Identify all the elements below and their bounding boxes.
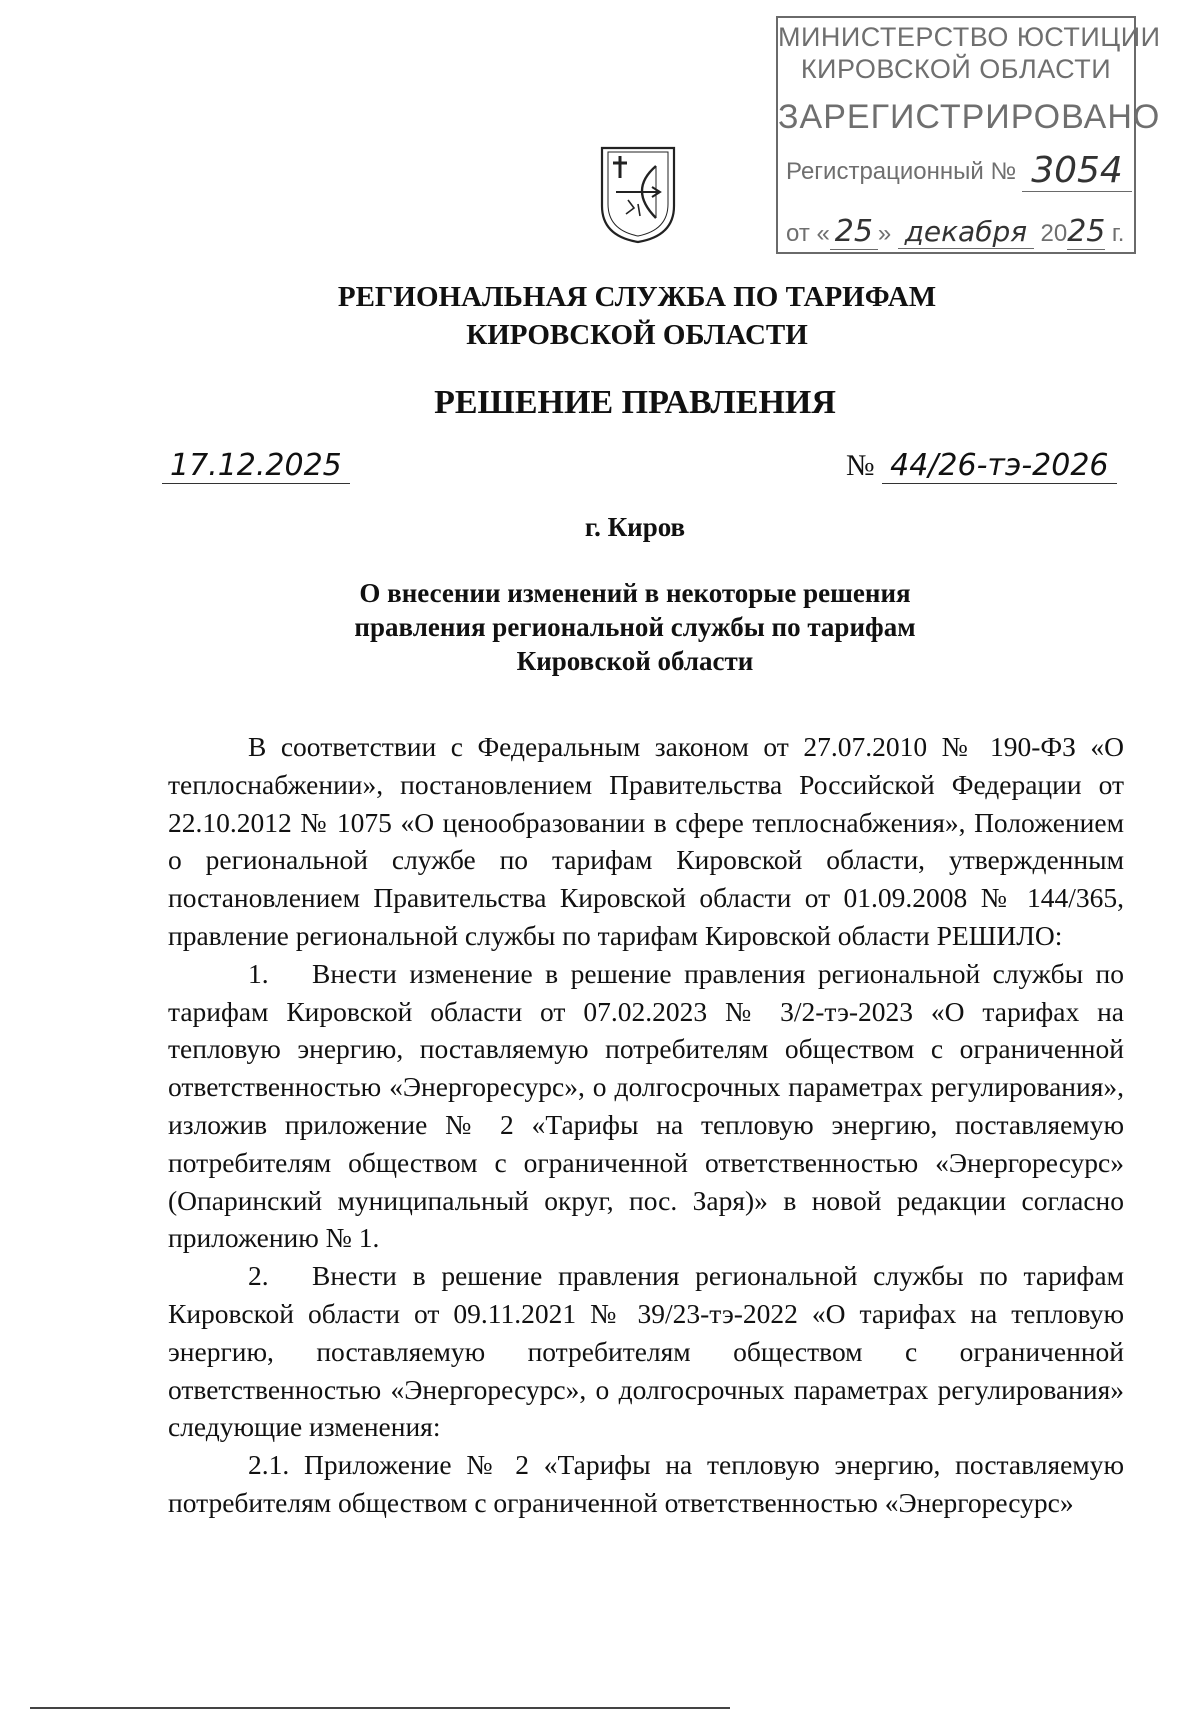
stamp-date-line: от « 25 » декабря 2025 г.	[786, 214, 1125, 249]
item-2-1: 2.1. Приложение № 2 «Тарифы на тепловую энергию, поставляемую потребителям обществом с ограниченной ответственностью «Энергоресурс»	[168, 1449, 1124, 1518]
stamp-reg-number: 3054	[1022, 150, 1132, 192]
authority-line-2: КИРОВСКОЙ ОБЛАСТИ	[466, 319, 808, 351]
stamp-status: ЗАРЕГИСТРИРОВАНО	[778, 98, 1161, 136]
item-2	[168, 1257, 1124, 1446]
item-1	[168, 955, 1124, 1257]
coat-of-arms-icon	[598, 144, 678, 244]
stamp-from-label: от	[786, 220, 810, 247]
page-bottom-rule	[30, 1707, 730, 1709]
title-line-2: правления региональной службы по тарифам	[354, 612, 916, 642]
item-1-text: Внести изменение в решение правления региональной службы по тарифам Кировской области от 07.02.2023 № 3/2-тэ-2023 «О тарифах на тепловую энергию, поставляемую потребителям обществом с ограниченной ответственностью «Энергоресурс», о долгосрочных параметрах регулирования», изложив приложение № 2 «Тарифы на тепловую энергию, поставляемую потребителям обществом с ограниченной ответственностью «Энергоресурс» (Опаринский муниципальный округ, пос. Заря)» в новой редакции согласно приложению № 1.	[168, 957, 1124, 1254]
stamp-reg-label: Регистрационный №	[786, 158, 1017, 185]
document-body	[168, 728, 1124, 1522]
decision-date	[162, 448, 350, 483]
title-line-1: О внесении изменений в некоторые решения	[359, 578, 911, 608]
stamp-year-prefix: 20	[1040, 220, 1068, 247]
document-title	[0, 576, 1200, 678]
decision-number	[846, 448, 1117, 483]
document-type: РЕШЕНИЕ ПРАВЛЕНИЯ	[434, 384, 836, 421]
registration-stamp	[776, 16, 1161, 254]
stamp-month: декабря	[898, 215, 1034, 249]
item-1-number: 1.	[248, 957, 269, 989]
stamp-year-suffix: 25	[1067, 214, 1106, 249]
decision-date-value: 17.12.2025	[162, 448, 350, 484]
stamp-day: 25	[830, 214, 878, 250]
authority-line-1: РЕГИОНАЛЬНАЯ СЛУЖБА ПО ТАРИФАМ	[337, 281, 937, 313]
stamp-ministry: МИНИСТЕРСТВО ЮСТИЦИИ	[778, 22, 1161, 52]
title-line-3: Кировской области	[516, 646, 754, 676]
decision-number-value: 44/26-тэ-2026	[882, 448, 1116, 484]
number-label: №	[846, 449, 875, 482]
stamp-year-unit: г.	[1111, 220, 1125, 247]
item-2-number: 2.	[248, 1260, 269, 1292]
city: г. Киров	[584, 512, 686, 542]
stamp-region: КИРОВСКОЙ ОБЛАСТИ	[800, 54, 1112, 84]
issuing-authority	[0, 278, 1200, 354]
preamble-paragraph: В соответствии с Федеральным законом от 27.07.2010 № 190-ФЗ «О теплоснабжении», постановлением Правительства Российской Федерации от 22.10.2012 № 1075 «О ценообразовании в сфере теплоснабжения», Положением о региональной службе по тарифам Кировской области, утвержденным постановлением Правительства Кировской области от 01.09.2008 № 144/365, правление региональной службы по тарифам Кировской области РЕШИЛО:	[168, 731, 1124, 951]
item-2-text: Внести в решение правления региональной службы по тарифам Кировской области от 09.11.2021 № 39/23-тэ-2022 «О тарифах на тепловую энергию, поставляемую потребителям обществом с ограниченной ответственностью «Энергоресурс», о долгосрочных параметрах регулирования» следующие изменения:	[168, 1260, 1124, 1443]
